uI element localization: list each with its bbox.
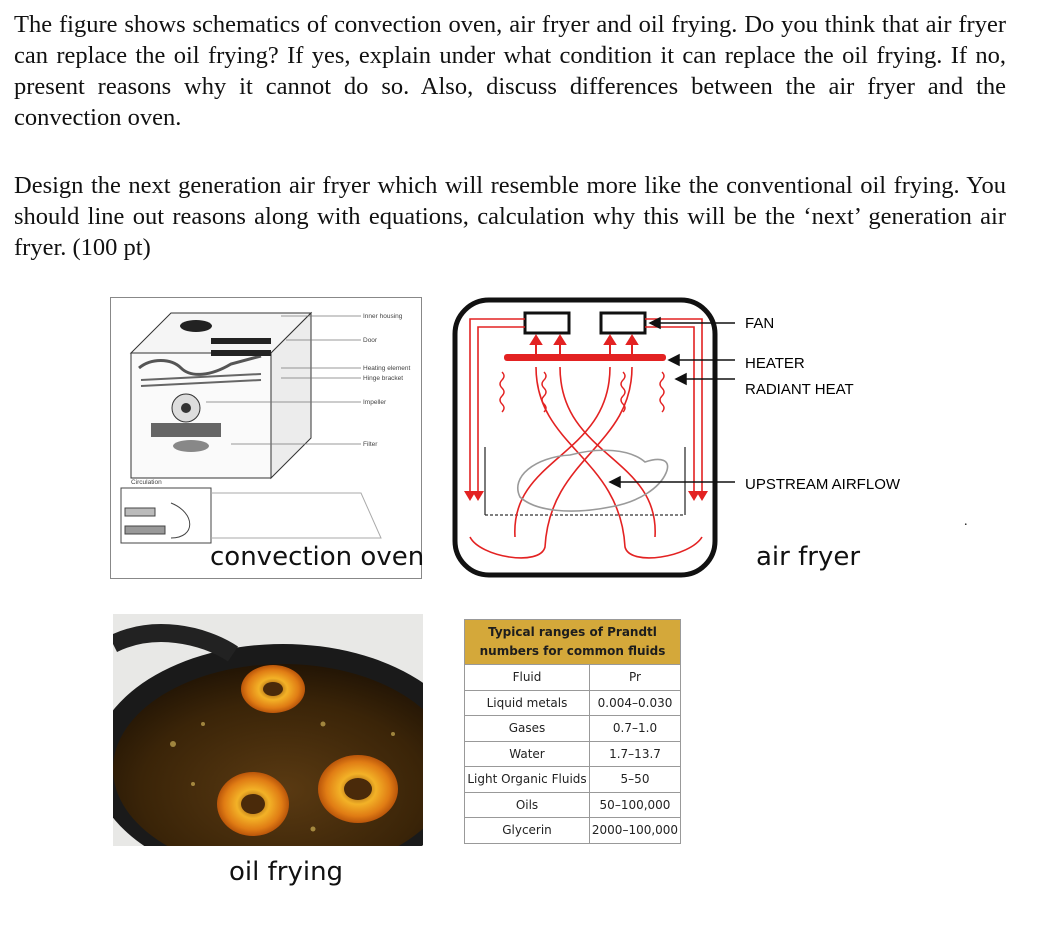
pr-cell: 1.7–13.7: [590, 741, 681, 767]
table-row: [465, 818, 681, 844]
table-row: [465, 690, 681, 716]
label-upstream-airflow: UPSTREAM AIRFLOW: [745, 476, 901, 493]
pr-cell: 50–100,000: [590, 792, 681, 818]
pr-cell: 0.004–0.030: [590, 690, 681, 716]
fluid-cell: Glycerin: [465, 818, 590, 844]
donut-2: [217, 772, 289, 836]
fluid-cell: Light Organic Fluids: [465, 767, 590, 793]
donut-3: [318, 755, 398, 823]
question-paragraph-2: Design the next generation air fryer which will resemble more like the conventional oil frying. You should line out reasons along with equations, calculation why this will be the ‘next’ generation air fryer. (100 pt): [14, 172, 1006, 261]
table-row: [465, 767, 681, 793]
fan-block-left: [525, 313, 569, 333]
question-paragraph-1: The figure shows schematics of convection oven, air fryer and oil frying. Do you think that air fryer can replace the oil frying? If yes, explain under what condition it can replace the oil frying. If no, present reasons why it cannot do so. Also, discuss differences between the air fryer and the convection oven.: [14, 11, 1006, 131]
label-heating-element: Heating element: [363, 365, 411, 372]
oil-frying-caption: oil frying: [229, 857, 344, 887]
donut-1: [241, 665, 305, 713]
convection-oven-schematic: [111, 298, 421, 578]
pr-cell: 5–50: [590, 767, 681, 793]
label-circulation: Circulation: [131, 479, 162, 486]
header-pr: Pr: [590, 665, 681, 691]
label-hinge-bracket: Hinge bracket: [363, 375, 404, 382]
fluid-cell: Gases: [465, 716, 590, 742]
food-outline: [518, 450, 668, 511]
prandtl-table-title: [465, 620, 681, 665]
heater-bar: [504, 354, 666, 361]
label-filter: Filter: [363, 441, 378, 448]
label-impeller: Impeller: [363, 399, 387, 406]
convection-oven-figure: [110, 297, 425, 579]
label-radiant-heat: RADIANT HEAT: [745, 381, 854, 398]
fluid-cell: Oils: [465, 792, 590, 818]
label-heater: HEATER: [745, 355, 805, 372]
prandtl-title-line2: numbers for common fluids: [479, 644, 666, 658]
label-fan: FAN: [745, 315, 775, 332]
convection-oven-caption: convection oven: [210, 542, 425, 572]
prandtl-title-line1: Typical ranges of Prandtl: [488, 625, 657, 639]
fan-block-right: [601, 313, 645, 333]
stray-period: .: [964, 514, 968, 529]
oil-frying-photo: [113, 614, 423, 846]
fluid-cell: Liquid metals: [465, 690, 590, 716]
header-fluid: Fluid: [465, 665, 590, 691]
air-fryer-schematic: [440, 297, 920, 582]
pr-cell: 0.7–1.0: [590, 716, 681, 742]
label-door: Door: [363, 337, 378, 344]
label-inner-housing: Inner housing: [363, 313, 403, 320]
table-header-row: [465, 665, 681, 691]
prandtl-table: [464, 619, 681, 844]
table-row: [465, 792, 681, 818]
air-fryer-caption: air fryer: [756, 542, 861, 572]
fluid-cell: Water: [465, 741, 590, 767]
table-row: [465, 716, 681, 742]
fryer-chamber: [455, 300, 715, 575]
table-row: [465, 741, 681, 767]
pr-cell: 2000–100,000: [590, 818, 681, 844]
